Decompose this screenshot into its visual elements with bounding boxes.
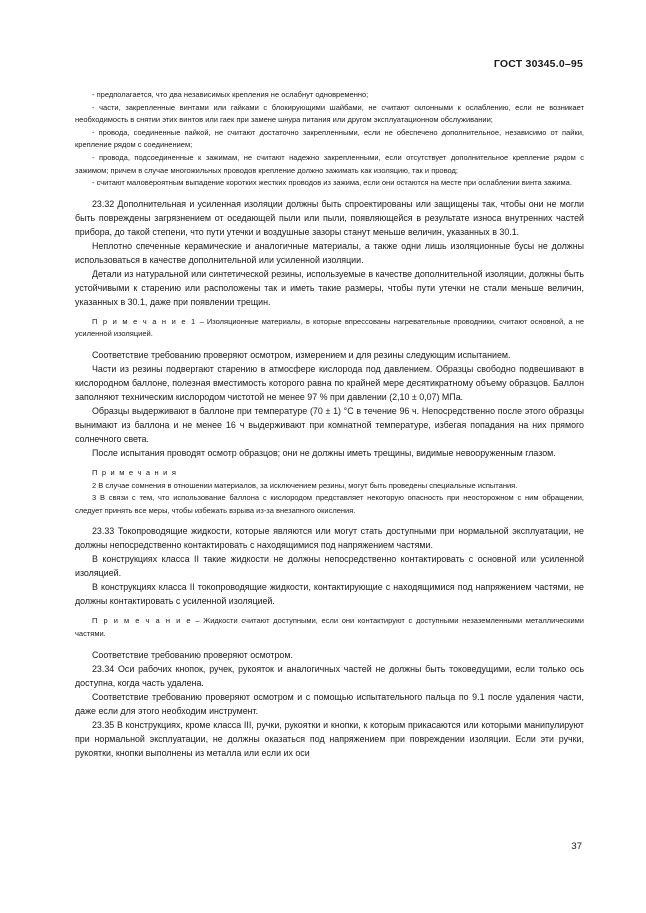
note-text: – Жидкости считают доступными, если они контактируют с доступными незаземленными металлическими частями. xyxy=(75,616,584,638)
list-item: - провода, подсоединенные к зажимам, не считают надежно закрепленными, если отсутствует дополнительное крепление рядом с зажимом; причем в случае многожильных проводов крепление должно зажимать как изоляцию, так и провод; xyxy=(75,152,584,175)
note-text: – Изоляционные материалы, в которые впрессованы нагревательные проводники, считают основной, а не усиленной изоляцией. xyxy=(75,316,585,339)
clause-23-33: 23.33 Токопроводящие жидкости, которые являются или могут стать доступными при нормальной эксплуатации, не должны непосредственно контактировать с находящимися под напряжением частями. xyxy=(75,526,584,551)
body-paragraph: После испытания проводят осмотр образцов; они не должны иметь трещины, видимые невооруженным глазом. xyxy=(92,447,556,458)
body-paragraph: В конструкциях класса II такие жидкости не должны непосредственно контактировать с основной или усиленной изоляцией. xyxy=(75,554,584,579)
list-item: - части, закрепленные винтами или гайками с блокирующими шайбами, не считают склонными к ослаблению, если не возникает необходимость в снятии этих винтов или гаек при замене шнура питания или другом эксплуатационном обслуживании; xyxy=(75,102,584,125)
compliance-paragraph: Соответствие требованию проверяют осмотром, измерением и для резины следующим испытанием. xyxy=(92,349,511,360)
list-item: - считают маловероятным выпадение коротких жестких проводов из зажима, если они остаются на месте при ослаблении винта зажима. xyxy=(92,178,572,188)
list-item: - провода, соединенные пайкой, не считают достаточно закрепленными, если не обеспечено дополнительное, независимо от пайки, крепление рядом с соединением; xyxy=(75,127,584,150)
compliance-paragraph: Соответствие требованию проверяют осмотром. xyxy=(92,649,293,660)
page-number: 37 xyxy=(571,841,582,852)
note-2: 2 В случае сомнения в отношении материалов, за исключением резины, могут быть проведены специальные испытания. xyxy=(92,480,518,490)
body-paragraph: Детали из натуральной или синтетической резины, используемые в качестве дополнительной изоляции, должны быть устойчивыми к старению или расположены так и иметь такие размеры, чтобы пути утечки не стали меньше величин, указанных в 30.1, даже при появлении трещин. xyxy=(75,268,584,307)
document-code-header: ГОСТ 30345.0–95 xyxy=(493,58,583,70)
body-paragraph: Части из резины подвергают старению в атмосфере кислорода под давлением. Образцы свободно подвешивают в кислородном баллоне, полезная вместимость которого равна по крайней мере десятикратному объему образцов. Баллон заполняют техническим кислородом чистотой не менее 97 % при давлении (2,10 ± 0,07) МПа. xyxy=(75,363,584,402)
note-1 xyxy=(75,316,584,341)
note-label: П р и м е ч а н и е 1 xyxy=(92,316,197,326)
note-liquids xyxy=(75,615,584,640)
clause-23-35: 23.35 В конструкциях, кроме класса III, ручки, рукоятки и кнопки, к которым прикасаются или которыми манипулируют при нормальной эксплуатации, не должны оказаться под напряжением при повреждении изоляции. Если эти ручки, рукоятки, кнопки выполнены из металла или если их оси xyxy=(75,719,584,758)
body-paragraph: В конструкциях класса II токопроводящие жидкости, контактирующие с находящимися под напряжением частями, не должны контактировать с усиленной изоляцией. xyxy=(75,582,584,607)
compliance-paragraph: Соответствие требованию проверяют осмотром и с помощью испытательного пальца по 9.1 после удаления части, даже если для этого необходим инструмент. xyxy=(75,691,584,716)
body-paragraph: Неплотно спеченные керамические и аналогичные материалы, а также одни лишь изоляционные бусы не должны использоваться в качестве дополнительной или усиленной изоляции. xyxy=(75,240,584,265)
note-3: 3 В связи с тем, что использование баллона с кислородом представляет некоторую опасность при неосторожном с ним обращении, следует принять все меры, чтобы избежать взрыва из-за внезапного окисления. xyxy=(75,493,584,515)
notes-heading xyxy=(75,467,584,480)
page-body xyxy=(75,89,584,760)
notes-heading-label: П р и м е ч а н и я xyxy=(92,467,178,477)
clause-23-32: 23.32 Дополнительная и усиленная изоляции должны быть спроектированы или защищены так, чтобы они не могли быть повреждены загрязнением от оседающей пыли или пыли, появляющейся в результате износа внутренних частей прибора, до такой степени, что пути утечки и воздушные зазоры станут меньше величин, указанных в 30.1. xyxy=(75,198,584,237)
body-paragraph: Образцы выдерживают в баллоне при температуре (70 ± 1) °С в течение 96 ч. Непосредственно после этого образцы вынимают из баллона и не менее 16 ч выдерживают при комнатной температуре, избегая попадания на них прямого солнечного света. xyxy=(75,405,584,444)
clause-23-34: 23.34 Оси рабочих кнопок, ручек, рукояток и аналогичных частей не должны быть токоведущими, если только ось доступна, когда часть удалена. xyxy=(75,663,584,688)
note-label: П р и м е ч а н и е xyxy=(92,616,192,626)
list-item: - предполагается, что два независимых крепления не ослабнут одновременно; xyxy=(92,90,369,99)
